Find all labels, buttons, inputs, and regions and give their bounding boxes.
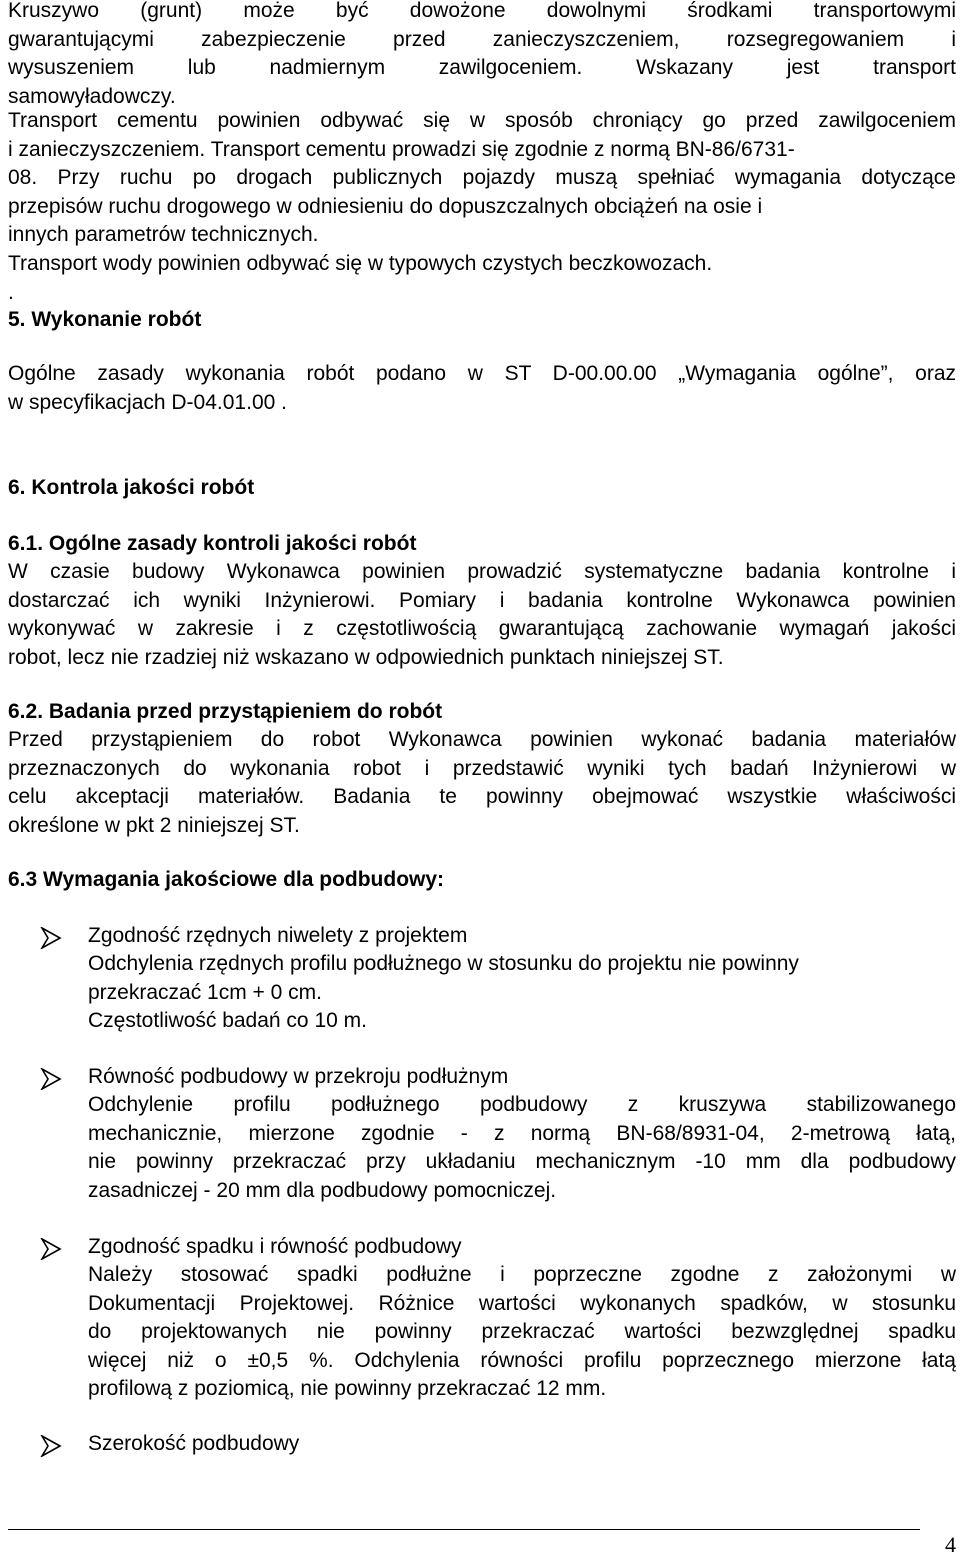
text-line: Przed przystąpieniem do robot Wykonawca powinien wykonać badania materiałów	[8, 728, 956, 751]
arrow-bullet-icon	[40, 927, 62, 949]
section-5-heading: 5. Wykonanie robót	[8, 308, 202, 331]
text-line: Równość podbudowy w przekroju podłużnym	[88, 1065, 509, 1088]
arrow-bullet-icon	[40, 1068, 62, 1090]
text-line: więcej niż o ±0,5 %. Odchylenia równości profilu poprzecznego mierzone łatą	[88, 1348, 956, 1372]
footer-divider	[8, 1529, 920, 1530]
text-line: przeznaczonych do wykonania robot i przedstawić wyniki tych badań Inżynierowi w	[8, 756, 956, 780]
section-6-2-heading: 6.2. Badania przed przystąpieniem do robót	[8, 700, 443, 723]
text-line: Zgodność spadku i równość podbudowy	[88, 1235, 462, 1258]
text-line: wysuszeniem lub nadmiernym zawilgoceniem. Wskazany jest transport	[8, 56, 956, 80]
list-item	[88, 1063, 956, 1205]
text-line: zasadniczej - 20 mm dla podbudowy pomocniczej.	[88, 1178, 557, 1202]
text-line: gwarantującymi zabezpieczenie przed zanieczyszczeniem, rozsegregowaniem i	[8, 27, 956, 51]
section-6-1-text	[8, 558, 956, 672]
section-6-1-heading: 6.1. Ogólne zasady kontroli jakości robót	[8, 532, 417, 555]
text-line: w specyfikacjach D-04.01.00 .	[8, 390, 287, 414]
text-line: celu akceptacji materiałów. Badania te powinny obejmować wszystkie właściwości	[8, 785, 956, 809]
text-line: samowyładowczy.	[8, 84, 176, 108]
section-6-heading: 6. Kontrola jakości robót	[8, 476, 255, 499]
text-line: nie powinny przekraczać przy układaniu mechanicznym -10 mm dla podbudowy	[88, 1150, 956, 1174]
text-line: profilową z poziomicą, nie powinny przekraczać 12 mm.	[88, 1377, 607, 1401]
section-6-2-text	[8, 726, 956, 840]
text-line: robot, lecz nie rzadziej niż wskazano w odpowiednich punktach niniejszej ST.	[8, 645, 724, 669]
list-item	[88, 1430, 956, 1458]
text-line: do projektowanych nie powinny przekraczać wartości bezwzględnej spadku	[88, 1320, 956, 1344]
arrow-bullet-icon	[40, 1238, 62, 1260]
text-line: Transport wody powinien odbywać się w typowych czystych beczkowozach.	[8, 251, 713, 275]
text-line: innych parametrów technicznych.	[8, 223, 319, 247]
text-line: Ogólne zasady wykonania robót podano w ST D-00.00.00 „Wymagania ogólne”, oraz	[8, 362, 956, 385]
section-6-3-heading: 6.3 Wymagania jakościowe dla podbudowy:	[8, 868, 445, 891]
text-line: mechanicznie, mierzone zgodnie - z normą BN-68/8931-04, 2-metrową łatą,	[88, 1121, 956, 1145]
text-line: przepisów ruchu drogowego w odniesieniu do dopuszczalnych obciążeń na osie i	[8, 194, 763, 218]
list-item	[88, 1233, 956, 1403]
text-line: Częstotliwość badań co 10 m.	[88, 1009, 367, 1033]
section-5-text	[8, 360, 956, 417]
text-line: wykonywać w zakresie i z częstotliwością gwarantującą zachowanie wymagań jakości	[8, 617, 956, 641]
text-line: Kruszywo (grunt) może być dowożone dowolnymi środkami transportowymi	[8, 0, 956, 22]
text-line: Dokumentacji Projektowej. Różnice wartości wykonanych spadków, w stosunku	[88, 1291, 956, 1315]
text-line: Należy stosować spadki podłużne i poprzeczne zgodne z założonymi w	[88, 1263, 956, 1287]
text-line: Transport cementu powinien odbywać się w sposób chroniący go przed zawilgoceniem	[8, 109, 956, 132]
text-line: Odchylenie profilu podłużnego podbudowy z kruszywa stabilizowanego	[88, 1093, 956, 1117]
text-line: Zgodność rzędnych niwelety z projektem	[88, 924, 468, 947]
text-line: przekraczać 1cm + 0 cm.	[88, 980, 322, 1004]
text-line: Odchylenia rzędnych profilu podłużnego w stosunku do projektu nie powinny	[88, 952, 799, 976]
text-line: dostarczać ich wyniki Inżynierowi. Pomiary i badania kontrolne Wykonawca powinien	[8, 588, 956, 612]
text-line: W czasie budowy Wykonawca powinien prowadzić systematyczne badania kontrolne i	[8, 560, 956, 583]
list-item	[88, 922, 956, 1036]
paragraph-aggregate-transport	[8, 0, 956, 111]
paragraph-cement-transport	[8, 107, 956, 307]
text-line: i zanieczyszczeniem. Transport cementu prowadzi się zgodnie z normą BN-86/6731-	[8, 137, 795, 161]
text-line: .	[8, 280, 14, 304]
text-line: 08. Przy ruchu po drogach publicznych pojazdy muszą spełniać wymagania dotyczące	[8, 166, 956, 190]
arrow-bullet-icon	[40, 1435, 62, 1457]
text-line: Szerokość podbudowy	[88, 1432, 300, 1455]
page-number: 4	[945, 1532, 956, 1557]
text-line: określone w pkt 2 niniejszej ST.	[8, 813, 300, 837]
